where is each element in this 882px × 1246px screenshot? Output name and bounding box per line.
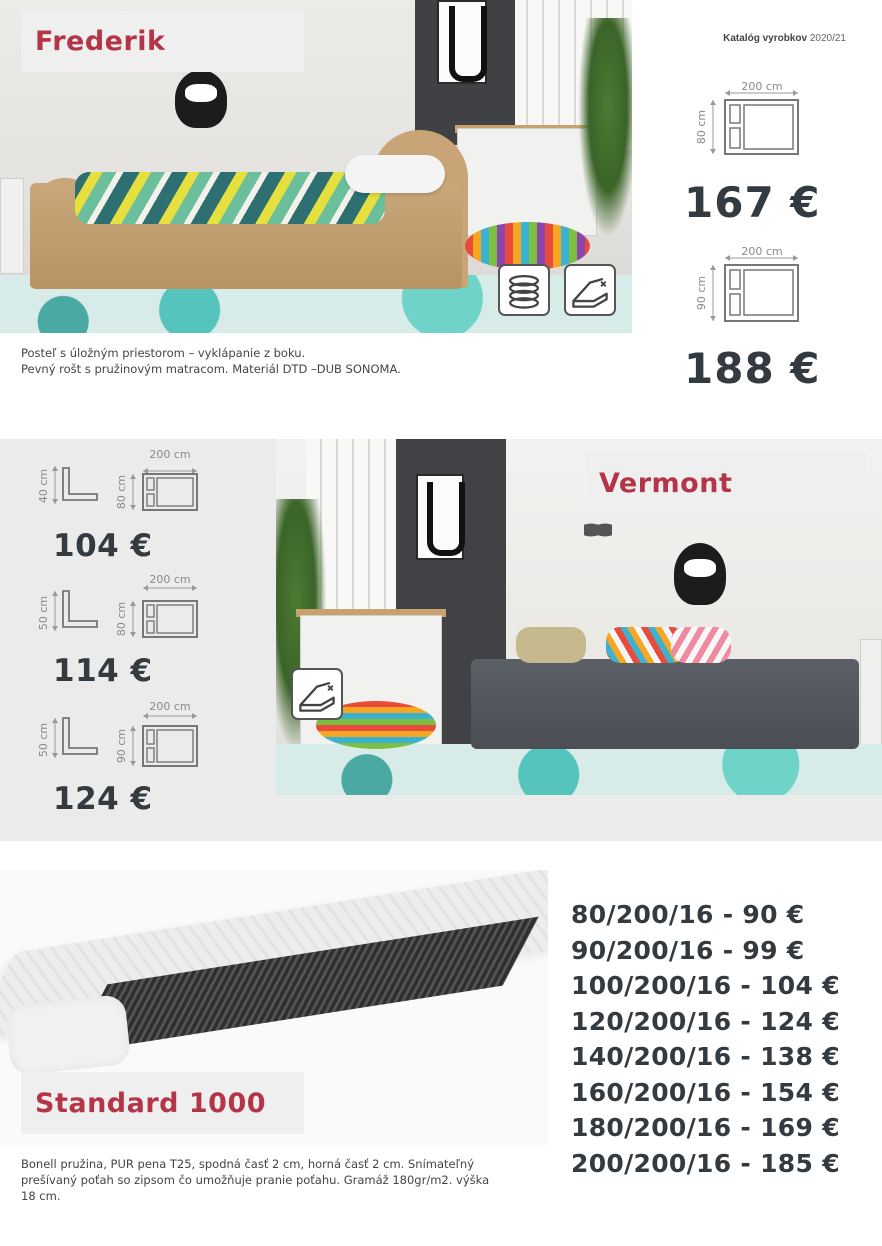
standard1000-description — [21, 1156, 551, 1204]
panda-wall-decal — [175, 70, 227, 128]
vermont-length-label: 200 cm — [149, 573, 191, 586]
size-price-item: 140/200/16 - 138 € — [571, 1042, 840, 1071]
vermont-price-2: 114 € — [53, 653, 153, 689]
vermont-dimension-2 — [35, 571, 205, 641]
size-price-item: 200/200/16 - 185 € — [571, 1148, 840, 1178]
mattress-edge — [5, 994, 132, 1076]
vermont-dimension-1 — [35, 444, 205, 514]
size-price-item: 80/200/16 - 90 € — [571, 900, 805, 929]
vermont-price-1: 104 € — [53, 528, 153, 564]
frederik-length-label: 200 cm — [741, 245, 783, 258]
spring-mattress-icon — [498, 264, 550, 316]
side-shelf — [860, 639, 882, 751]
frederik-description-line2: Pevný rošt s pružinovým matracom. Materiál DTD –DUB SONOMA. — [21, 362, 401, 376]
standard1000-size-price-list — [571, 897, 871, 1181]
size-price-item: 100/200/16 - 104 € — [571, 971, 840, 1000]
vermont-height-label: 40 cm — [37, 468, 50, 504]
standard1000-title-box — [21, 1072, 304, 1134]
vermont-length-label: 200 cm — [149, 448, 191, 461]
side-lift-storage-icon — [564, 264, 616, 316]
size-price-item: 180/200/16 - 169 € — [571, 1113, 840, 1142]
frederik-title-box — [21, 11, 304, 72]
vermont-title-box — [586, 453, 867, 514]
frederik-width-label: 90 cm — [695, 275, 708, 311]
vermont-width-label: 90 cm — [115, 728, 128, 764]
vermont-length-label: 200 cm — [149, 700, 191, 713]
butterfly-decal — [584, 519, 612, 541]
bunny-poster — [437, 0, 487, 84]
vermont-width-label: 80 cm — [115, 474, 128, 510]
bed-blanket — [75, 172, 385, 224]
standard1000-description-line1: Bonell pružina, PUR pena T25, spodná časť 2 cm, horná časť 2 cm. Snímateľný — [21, 1157, 475, 1171]
striped-pouf — [465, 222, 590, 270]
bed-pillow — [345, 155, 445, 193]
frederik-width-label: 80 cm — [695, 109, 708, 145]
vermont-title: Vermont — [599, 468, 733, 499]
vermont-price-3: 124 € — [53, 781, 153, 817]
catalog-header — [660, 33, 846, 44]
frederik-dimension-90 — [690, 243, 805, 325]
frederik-dimension-80 — [690, 78, 805, 158]
size-price-item: 120/200/16 - 124 € — [571, 1006, 840, 1036]
catalog-year: 2020/21 — [809, 33, 846, 44]
frederik-title: Frederik — [35, 26, 166, 57]
vermont-height-label: 50 cm — [37, 722, 50, 758]
frederik-price-90: 188 € — [684, 344, 821, 393]
size-price-item: 160/200/16 - 154 € — [571, 1077, 840, 1107]
standard1000-description-line3: 18 cm. — [21, 1189, 61, 1203]
cushion — [671, 627, 731, 663]
cushion — [516, 627, 586, 663]
sofa-bed — [471, 659, 859, 749]
dresser — [457, 128, 597, 236]
panda-wall-decal — [674, 543, 726, 605]
side-lift-storage-icon — [291, 668, 343, 720]
vermont-width-label: 80 cm — [115, 601, 128, 637]
size-price-item: 90/200/16 - 99 € — [571, 935, 805, 965]
frederik-description — [21, 345, 491, 377]
catalog-label: Katalóg vyrobkov — [723, 33, 808, 44]
vermont-height-label: 50 cm — [37, 595, 50, 631]
standard1000-description-line2: prešívaný poťah so zipsom čo umožňuje pranie poťahu. Gramáž 180gr/m2. výška — [21, 1173, 490, 1187]
side-shelf — [0, 178, 24, 274]
vermont-dimension-3 — [35, 698, 205, 770]
frederik-length-label: 200 cm — [741, 80, 783, 93]
frederik-description-line1: Posteľ s úložným priestorom – vyklápanie z boku. — [21, 346, 306, 360]
frederik-price-80: 167 € — [684, 178, 821, 227]
standard1000-title: Standard 1000 — [35, 1087, 267, 1119]
bunny-poster — [416, 474, 464, 560]
potted-plant — [578, 18, 632, 238]
rug — [276, 744, 882, 795]
